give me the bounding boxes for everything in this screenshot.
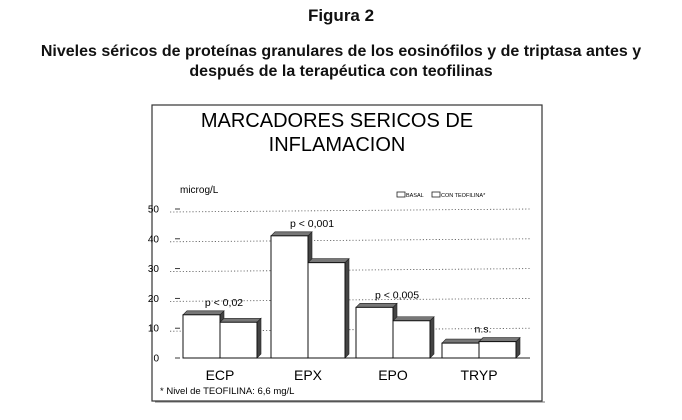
- legend-label-teofilina: CON TEOFILINA*: [441, 193, 486, 199]
- y-tick-label: 20: [147, 293, 159, 305]
- significance-annotation: p < 0,001: [289, 217, 335, 230]
- y-tick-label: 10: [147, 323, 159, 335]
- bar-top: [183, 311, 224, 315]
- figure-caption: Niveles séricos de proteínas granulares de los eosinófilos y de triptasa antes y después de la terapéutica con teofilinas: [40, 43, 642, 80]
- figure-label: Figura 2: [307, 6, 375, 25]
- bar-epx-basal: [271, 236, 308, 358]
- gridline: [170, 269, 530, 272]
- legend-label-basal: BASAL: [406, 193, 424, 199]
- x-tick-label: ECP: [205, 367, 235, 383]
- bar-epo-basal: [356, 307, 393, 358]
- bar-ecp-con-teofilina-: [220, 322, 257, 358]
- bar-top: [356, 303, 397, 307]
- bar-top: [442, 339, 483, 343]
- bar-ecp-basal: [183, 315, 220, 358]
- y-tick-label: 40: [147, 234, 159, 246]
- y-tick-label: 0: [153, 353, 159, 365]
- legend-swatch-basal: [397, 192, 405, 197]
- significance-annotation: p < 0,02: [204, 296, 244, 309]
- chart-title-line-2: INFLAMACION: [268, 134, 406, 156]
- significance-annotation: n.s.: [474, 323, 492, 336]
- significance-annotation: p < 0,005: [374, 289, 420, 302]
- y-tick-label: 50: [147, 204, 159, 216]
- bar-tryp-basal: [442, 343, 479, 358]
- x-tick-label: TRYP: [460, 367, 498, 383]
- bar-side: [345, 259, 349, 358]
- bar-top: [220, 318, 261, 322]
- bar-top: [308, 259, 349, 263]
- gridline: [170, 209, 530, 212]
- bar-top: [393, 317, 434, 321]
- gridline: [170, 239, 530, 242]
- legend-swatch-teofilina: [432, 192, 440, 197]
- bar-epo-con-teofilina-: [393, 321, 430, 358]
- footnote: * Nivel de TEOFILINA: 6,6 mg/L: [160, 386, 295, 397]
- bar-epx-con-teofilina-: [308, 263, 345, 358]
- legend: [397, 192, 486, 199]
- y-axis-label: microg/L: [180, 185, 219, 196]
- bar-side: [257, 318, 261, 358]
- bar-side: [430, 317, 434, 358]
- bar-top: [271, 232, 312, 236]
- bar-top: [479, 338, 520, 342]
- bar-tryp-con-teofilina-: [479, 342, 516, 358]
- chart-title-line-1: MARCADORES SERICOS DE: [200, 110, 474, 132]
- plot-area: [148, 205, 530, 384]
- x-tick-label: EPX: [293, 367, 323, 383]
- y-tick-label: 30: [147, 264, 159, 276]
- x-tick-label: EPO: [378, 367, 408, 383]
